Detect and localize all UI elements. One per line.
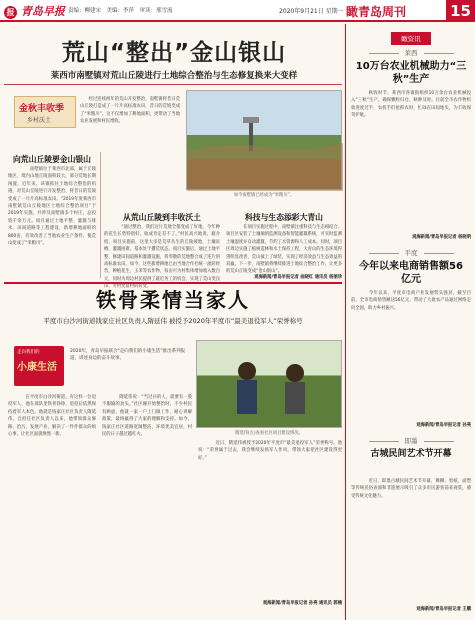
brief-1-text: 秋收时节，莱西市各镇街组织10万余台农业机械投入“三秋”生产，确保颗粒归仓、秋种及时。目前全市农作物机收进度过半，农机手们抢抓农时，忙碌在田间地头，为丰收保驾护航。 bbox=[351, 91, 471, 119]
lead-intro: 经过连续两年的荒山开发整治，南墅镇将昔日荒山丘陵打造成了一片片高标准农田，昔日的荒坡变成了“米粮川”，这不仅增加了耕地面积，更带动了当地农业发展和村民增收。 bbox=[80, 97, 180, 125]
lead-headline: 荒山“整出”金山银山 bbox=[61, 40, 287, 66]
news-briefs-header bbox=[347, 26, 475, 43]
portrait-photo-drawing bbox=[197, 341, 343, 429]
badge-subtitle: 乡村沃土 bbox=[27, 117, 52, 124]
portrait-photo-caption: 隋延伟(左)查看社区项目建设情况。 bbox=[235, 431, 303, 436]
issue-date: 2020年9月21日 星期一 bbox=[279, 8, 344, 15]
brief-1-title: 10万台农业机械助力“三秋”生产 bbox=[355, 61, 467, 85]
right-column-border bbox=[345, 24, 346, 620]
section-name: 瞰青岛周刊 bbox=[346, 5, 407, 19]
brief-3-text: 近日，即墨古城民间艺术节开幕，舞狮、剪纸、面塑等传统民俗表演和非遗展示吸引了众多市民游客前来观赏，感受传统文化魅力。 bbox=[351, 479, 471, 499]
headline-divider bbox=[4, 84, 342, 85]
story-body-a: 在平度市白沙河街道，有这样一位退役军人，他在部队里铁骨铮铮，退役后依然保持着军人本色。他就是钱家庄社区负责人隋延伟。自担任社区负责人以来，他带领群众修路、治污、发展产业，解决了一件件群众的烦心事，让社区面貌焕然一新。 bbox=[8, 395, 96, 438]
brief-2-byline: 观海新闻/青岛早报记者 孙亮 bbox=[416, 423, 471, 428]
column-divider bbox=[100, 152, 101, 278]
brief-1-byline: 观海新闻/青岛早报记者 杨晓明 bbox=[412, 235, 471, 240]
logo-badge-icon: 报 bbox=[4, 6, 17, 19]
farmland-photo bbox=[186, 90, 342, 190]
story-byline: 观海新闻/青岛早报记者 孙亮 通讯员 郭楠 bbox=[262, 601, 342, 606]
lead-subheadline: 莱西市南墅镇对荒山丘陵进行土地综合整治与生态修复换来大变样 bbox=[50, 71, 298, 81]
promo-label: 走向我们的 bbox=[17, 350, 40, 355]
badge-title: 金秋丰收季 bbox=[19, 104, 65, 114]
newspaper-logo bbox=[4, 3, 65, 19]
brief-3-category: 即墨 bbox=[347, 436, 475, 445]
section-heading-3: 科技与生态添彩大青山 bbox=[245, 213, 323, 222]
brief-2-category: 平度 bbox=[347, 248, 475, 257]
farmland-photo-caption: 如今南墅镇已经成为“米粮川”。 bbox=[233, 193, 295, 198]
lead-byline: 观海新闻/青岛早报记者 曲晓红 通讯员 杨丽珍 bbox=[254, 275, 342, 280]
brief-2-text: 今年以来，平度市电商产业发展势头强劲，截至目前，全市电商销售额达56亿元，带动了大批农产品通过网络走向全国，助力乡村振兴。 bbox=[351, 291, 471, 311]
section-body-1: 南墅镇位于莱西市北部，属于丘陵地区，境内山地丘陵面积较大，部分荒地长期闲置。近年来，该镇抓住土地综合整治的机遇，对荒山丘陵进行开发整治，将昔日的荒坡变成了一片片高标准农田。“2019年度莱西市南墅镇荒山丘陵地区土地综合整治项目”于2019年实施，共涉及南墅镇多个村庄，总投资千余万元。项目通过土地平整、灌溉与排水、田间道路等工程建设，新增耕地面积约800亩，有效改善了当地农业生产条件，使荒山变成了“米粮川”。 bbox=[8, 167, 96, 247]
editor-credits: 责编：柳建宋 美编：李萍 审读：邢雪流 bbox=[68, 8, 173, 14]
promo-text: 2020年，青岛早报联合“走向我们的小康生活”推出系列报道，讲述身边的奋斗故事。 bbox=[70, 349, 186, 361]
portrait-photo bbox=[196, 340, 342, 428]
section-heading-2: 从荒山丘陵到丰收沃土 bbox=[123, 213, 201, 222]
brief-3-title: 古城民间艺术节开幕 bbox=[370, 449, 452, 459]
masthead bbox=[0, 0, 475, 22]
section-body-3: 在项目实施过程中，南墅镇注重科技与生态相结合。项目区安装了土壤墒情监测设备和智能灌溉系统，可实时监测土壤湿度并自动灌溉，节约了水资源和人工成本。同时，项目区周边实施了植树造林和水土保持工程，大青山的生态环境得到明显改善，荒山披上了绿装，实现了经济效益与生态效益的双赢。下一步，南墅镇将继续推进土地综合整治工作，让更多的荒山丘陵变成“金山银山”。 bbox=[226, 225, 343, 275]
logo-text: 青岛早报 bbox=[20, 5, 65, 18]
brief-1-category: 莱西 bbox=[347, 48, 475, 57]
column-badge bbox=[14, 96, 76, 128]
section-body-2: “通过整治，我们这片荒地全都变成了好地，今年种的花生长势特别好，收成肯定差不了。”村民高兴地说。据介绍，项目实施前，这里大多是荒草丛生的丘陵坡地，土壤贫瘠，灌溉困难，基本处于撂荒状态。项目实施后，通过土地平整、修建田间道路和灌溉设施，将零散的荒地整合成了连片的高标准农田。如今，这些新增耕地已由当地合作社统一流转经营，种植花生、玉米等农作物，每亩可为村集体增加收入数百元，同时为周边村民提供了就近务工的机会，实现了荒山变良田、穷村变富村的转变。 bbox=[104, 225, 221, 290]
series-promo-badge bbox=[14, 346, 64, 386]
brief-2-title: 今年以来电商销售额56亿元 bbox=[359, 261, 463, 285]
story-body-b: 隋延伟说：“当过兵的人，就要有一股不服输的劲头。”社区刚开始整治时，不少村民有顾虑，他就一家一户上门做工作，耐心讲解政策，最终赢得了大家的理解和支持。如今，钱家庄社区道路宽阔整洁，环境优美宜居，村民的日子越过越红火。 bbox=[102, 395, 192, 438]
story-headline: 铁骨柔情当家人 bbox=[96, 288, 250, 312]
news-briefs-label: 瞰资讯 bbox=[391, 32, 431, 45]
brief-3-byline: 观海新闻/青岛早报记者 王鹏 bbox=[416, 607, 471, 612]
section-heading-1: 向荒山丘陵要金山银山 bbox=[13, 155, 91, 164]
promo-title: 小康生活 bbox=[17, 362, 57, 373]
page-number: 15 bbox=[446, 0, 475, 22]
story-body-c: 近日，隋延伟被授予2020年平度市“最美退役军人”荣誉称号。他说：“荣誉属于过去，我会继续发扬军人作风，带领大家把社区建设得更好。” bbox=[198, 441, 342, 461]
story-subheadline: 平度市白沙河街道钱家庄社区负责人隋延伟 被授予2020年平度市“最美退役军人”荣誉称号 bbox=[43, 317, 303, 325]
farmland-photo-drawing bbox=[187, 91, 343, 191]
